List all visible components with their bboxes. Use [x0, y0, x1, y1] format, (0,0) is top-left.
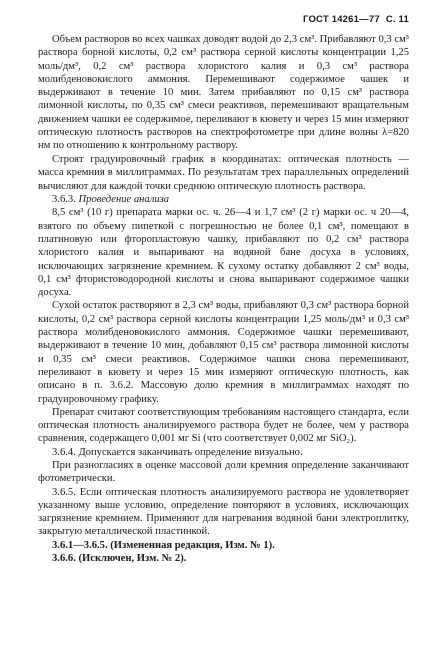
page-number: С. 11	[385, 14, 409, 25]
paragraph-dry-residue: Сухой остаток растворяют в 2,3 см³ воды, прибавляют 0,3 см³ раствора борной кислоты, 0,2 см³ раствора серной кислоты концентрации 1,25 моль/дм³ и 0,3 см³ раствора молибденовокислого аммония. Содержимое чашки перемешивают, выдерживают в течение 10 мин, добавляют 0,15 см³ раствора лимонной кислоты и 0,35 см³ смеси реактивов. Содержимое чашки снова перемешивают, переливают в кювету и через 15 мин измеряют оптическую плотность, как описано в п. 3.6.2. Массовую долю кремния в миллиграммах находят по градуировочному графику.	[38, 300, 409, 405]
paragraph-compliance: Препарат считают соответствующим требованиям настоящего стандарта, если оптическая плотность анализируемого раствора будет не более, чем у раствора сравнения, содержащего 0,001 мг Si (что соответствует 0,002 мг SiO₂).	[38, 406, 409, 445]
section-number: 3.6.3.	[52, 194, 76, 206]
paragraph-sample-prep: 8,5 см³ (10 г) препарата марки ос. ч. 26—4 и 1,7 см³ (2 г) марки ос. ч 20—4, взятого по объему пипеткой с погрешностью не более 0,1 см³, помещают в платиновую или фторопластовую чашку, прибавляют по 0,2 см³ раствора хлористого калия и выпаривают на водяной бане досуха в условиях, исключающих загрязнение кремнием. К сухому остатку добавляют 2 см³ воды, 0,1 см³ фтористоводородной кислоты и снова выпаривают содержимое чашки досуха.	[38, 207, 409, 299]
amendment-note-2: 3.6.6. (Исключен, Изм. № 2).	[52, 553, 187, 565]
section-title: Проведение анализа	[78, 194, 170, 206]
amendment-note-1: 3.6.1—3.6.5. (Измененная редакция, Изм. № 1).	[52, 539, 275, 551]
document-body	[38, 33, 409, 565]
paragraph-3-6-5: 3.6.5. Если оптическая плотность анализируемого раствора не удовлетворяет указанному выше условию, определение повторяют в условиях, исключающих загрязнение кремнием. Применяют для нагревания водяной бани электроплитку, закрытую металлической пластинкой.	[38, 486, 409, 538]
paragraph-3-6-4: 3.6.4. Допускается заканчивать определение визуально.	[52, 446, 303, 458]
paragraph-disagreement: При разногласиях в оценке массовой доли кремния определение заканчивают фотометрически.	[38, 460, 409, 485]
standard-number: ГОСТ 14261—77	[303, 14, 380, 25]
paragraph-solutions-volume: Объем растворов во всех чашках доводят водой до 2,3 см³. Прибавляют 0,3 см³ раствора борной кислоты, 0,2 см³ раствора серной кислоты концентрации 1,25 моль/дм³, 0,2 см³ раствора хлористого калия и 0,3 см³ раствора молибденовокислого аммония. Перемешивают содержимое чашек и выдерживают в течение 10 мин. Затем прибавляют по 0,15 см³ раствора лимонной кислоты, по 0,35 см³ смеси реактивов, перемешивают вращательным движением чашки ее содержимое, переливают в кювету и через 15 мин измеряют оптическую плотность растворов на спектрофотометре при длине волны λ=820 нм по отношению к контрольному раствору.	[38, 34, 409, 152]
page-header	[38, 14, 409, 25]
paragraph-calibration-graph: Строят градуировочный график в координатах: оптическая плотность — масса кремния в миллиграммах. По результатам трех параллельных определений вычисляют для каждой точки среднюю оптическую плотность раствора.	[38, 154, 409, 192]
section-heading-3-6-3	[38, 193, 409, 206]
